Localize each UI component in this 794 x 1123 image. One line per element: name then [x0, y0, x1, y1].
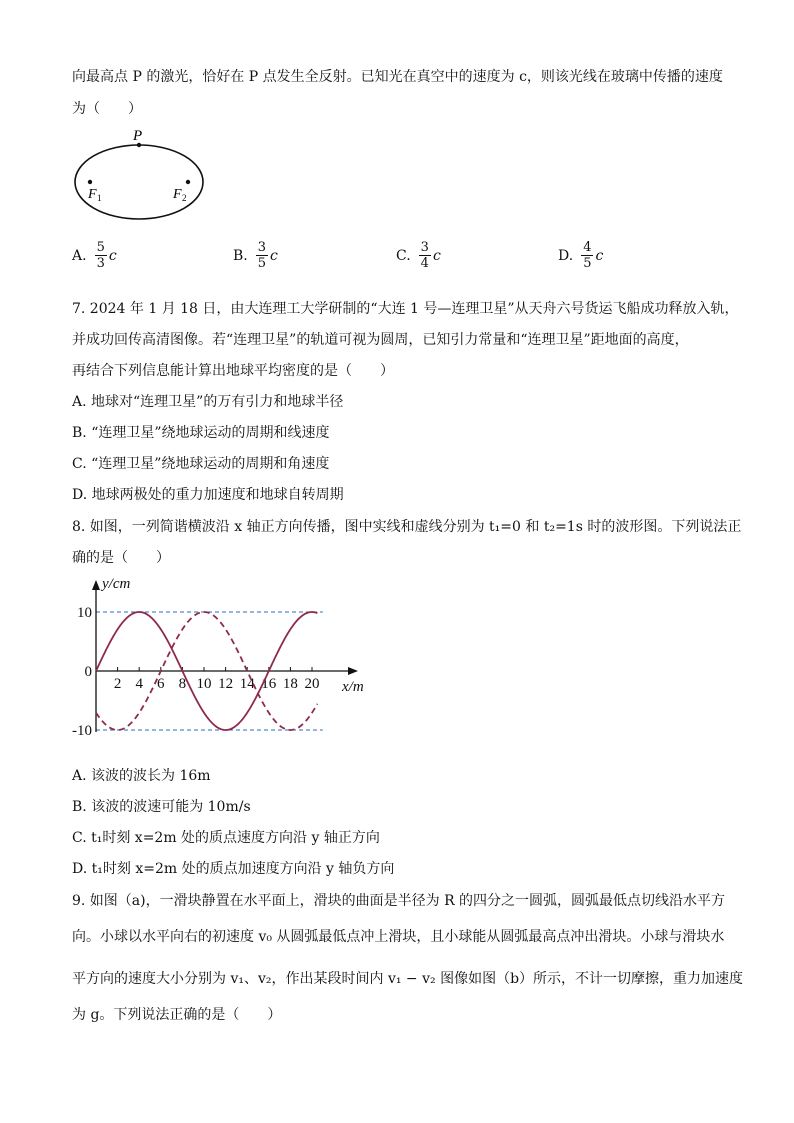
- y-axis-arrow: [92, 580, 100, 590]
- y-tick-label-10: 10: [77, 605, 92, 621]
- x-axis-label: x/m: [342, 679, 364, 695]
- q9-text-line2: 向。小球以水平向右的初速度 v₀ 从圆弧最低点冲上滑块，且小球能从圆弧最高点冲出滑块。小球与滑块水: [72, 929, 725, 945]
- q6-option-b[interactable]: B. $\frac{3}{5}$ c: [233, 240, 278, 271]
- q7-text-line1: 7. 2024 年 1 月 18 日，由大连理工大学研制的“大连 1 号—连理卫星”从天舟六号货运飞船成功释放入轨，: [72, 301, 739, 317]
- x-axis-arrow: [348, 667, 358, 675]
- x-tick-label-20: 20: [304, 676, 320, 692]
- q8-text-line2: 确的是（ ）: [72, 550, 170, 566]
- q7-option-a[interactable]: A. 地球对“连理卫星”的万有引力和地球半径: [72, 394, 344, 410]
- q6-option-c[interactable]: C. $\frac{3}{4}$ c: [396, 240, 441, 271]
- x-tick-label-2: 2: [113, 676, 122, 692]
- label-f2: F: [173, 187, 182, 202]
- label-p: P: [133, 128, 143, 144]
- q7-text-line2: 并成功回传高清图像。若“连理卫星”的轨道可视为圆周，已知引力常量和“连理卫星”距地面的高度，: [72, 332, 689, 348]
- point-f1: [88, 180, 92, 184]
- x-tick-label-14: 14: [239, 676, 255, 692]
- x-tick-label-6: 6: [157, 676, 165, 692]
- q9-text-line3: 平方向的速度大小分别为 v₁、v₂，作出某段时间内 v₁ − v₂ 图像如图（b）所示，不计一切摩擦，重力加速度: [72, 971, 744, 987]
- label-f1-sub: 1: [97, 193, 102, 203]
- label-f1: F: [88, 187, 97, 202]
- q8-option-c[interactable]: C. t₁时刻 x=2m 处的质点速度方向沿 y 轴正方向: [72, 830, 380, 846]
- x-tick-label-18: 18: [282, 676, 298, 692]
- q8-text-line1: 8. 如图，一列简谐横波沿 x 轴正方向传播，图中实线和虚线分别为 t₁=0 和 t₂=1s 时的波形图。下列说法正: [72, 519, 742, 535]
- x-tick-label-4: 4: [135, 676, 143, 692]
- q6-text-line2: 为（ ）: [72, 101, 142, 117]
- wave-chart: [66, 572, 386, 752]
- x-tick-label-8: 8: [178, 676, 187, 692]
- q8-option-a[interactable]: A. 该波的波长为 16m: [72, 768, 211, 784]
- q6-text-line1: 向最高点 P 的激光，恰好在 P 点发生全反射。已知光在真空中的速度为 c，则该光线在玻璃中传播的速度: [72, 69, 723, 85]
- x-tick-label-16: 16: [261, 676, 277, 692]
- y-axis-label: y/cm: [102, 576, 131, 592]
- x-tick-label-10: 10: [196, 676, 212, 692]
- q9-text-line4: 为 g。下列说法正确的是（ ）: [72, 1007, 282, 1023]
- point-f2: [186, 180, 190, 184]
- y-tick-label-0: 0: [84, 664, 92, 680]
- q8-option-b[interactable]: B. 该波的波速可能为 10m/s: [72, 799, 251, 815]
- q7-option-c[interactable]: C. “连理卫星”绕地球运动的周期和角速度: [72, 456, 330, 472]
- ellipse-outline: [75, 145, 203, 219]
- q7-text-line3: 再结合下列信息能计算出地球平均密度的是（ ）: [72, 363, 394, 379]
- q7-option-b[interactable]: B. “连理卫星”绕地球运动的周期和线速度: [72, 425, 330, 441]
- q8-option-d[interactable]: D. t₁时刻 x=2m 处的质点加速度方向沿 y 轴负方向: [72, 861, 395, 877]
- q9-text-line1: 9. 如图（a)，一滑块静置在水平面上，滑块的曲面是半径为 R 的四分之一圆弧，圆弧最低点切线沿水平方: [72, 893, 726, 909]
- q6-option-d[interactable]: D. $\frac{4}{5}$ c: [558, 240, 604, 271]
- x-tick-label-12: 12: [218, 676, 234, 692]
- ellipse-figure: [70, 125, 210, 225]
- q6-options: [72, 240, 732, 280]
- q6-option-a[interactable]: A. $\frac{5}{3}$ c: [72, 240, 117, 271]
- label-f2-sub: 2: [182, 193, 187, 203]
- q7-option-d[interactable]: D. 地球两极处的重力加速度和地球自转周期: [72, 487, 344, 503]
- y-tick-label--10: -10: [72, 723, 92, 739]
